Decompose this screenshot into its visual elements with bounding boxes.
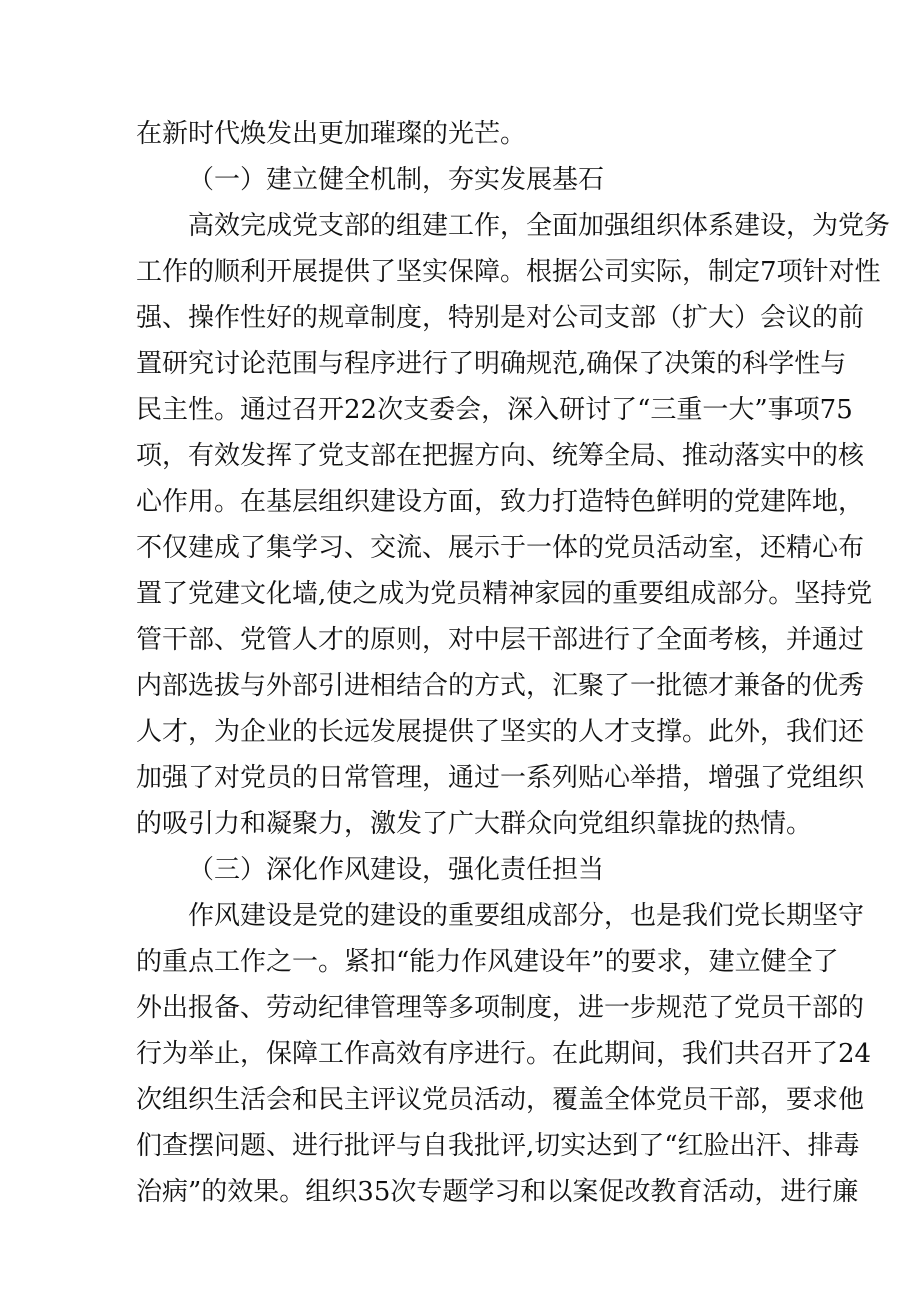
text-line: 外出报备、劳动纪律管理等多项制度，进一步规范了党员干部的 (136, 993, 865, 1023)
text-line: 治病”的效果。组织35次专题学习和以案促改教育活动，进行廉 (136, 1177, 859, 1207)
text-line: 次组织生活会和民主评议党员活动，覆盖全体党员干部，要求他 (136, 1085, 865, 1115)
text-line: 不仅建成了集学习、交流、展示于一体的党员活动室，还精心布 (136, 533, 865, 563)
text-line: 高效完成党支部的组建工作，全面加强组织体系建设，为党务 (188, 211, 891, 241)
text-line: 行为举止，保障工作高效有序进行。在此期间，我们共召开了24 (136, 1039, 872, 1069)
text-line: 在新时代焕发出更加璀璨的光芒。 (136, 119, 527, 149)
text-line: 管干部、党管人才的原则，对中层干部进行了全面考核，并通过 (136, 625, 865, 655)
text-line: 作风建设是党的建设的重要组成部分，也是我们党长期坚守 (188, 901, 865, 931)
text-line: 们查摆问题、进行批评与自我批评,切实达到了“红脸出汗、排毒 (136, 1131, 860, 1161)
text-line: 加强了对党员的日常管理，通过一系列贴心举措，增强了党组织 (136, 763, 865, 793)
text-line: 置研究讨论范围与程序进行了明确规范,确保了决策的科学性与 (136, 349, 847, 379)
text-line: 的吸引力和凝聚力，激发了广大群众向党组织靠拢的热情。 (136, 809, 813, 839)
text-line: 民主性。通过召开22次支委会，深入研讨了“三重一大”事项75 (136, 395, 853, 425)
section-heading: （三）深化作风建设，强化责任担当 (188, 855, 605, 885)
text-line: 内部选拔与外部引进相结合的方式，汇聚了一批德才兼备的优秀 (136, 671, 865, 701)
text-line: 的重点工作之一。紧扣“能力作风建设年”的要求，建立健全了 (136, 947, 839, 977)
text-line: 心作用。在基层组织建设方面，致力打造特色鲜明的党建阵地， (136, 487, 865, 517)
text-line: 项，有效发挥了党支部在把握方向、统筹全局、推动落实中的核 (136, 441, 865, 471)
text-line: 人才，为企业的长远发展提供了坚实的人才支撑。此外，我们还 (136, 717, 865, 747)
text-line: 强、操作性好的规章制度，特别是对公司支部（扩大）会议的前 (136, 303, 865, 333)
section-heading: （一）建立健全机制，夯实发展基石 (188, 165, 605, 195)
text-line: 工作的顺利开展提供了坚实保障。根据公司实际，制定7项针对性 (136, 257, 881, 287)
text-line: 置了党建文化墙,使之成为党员精神家园的重要组成部分。坚持党 (136, 579, 873, 609)
